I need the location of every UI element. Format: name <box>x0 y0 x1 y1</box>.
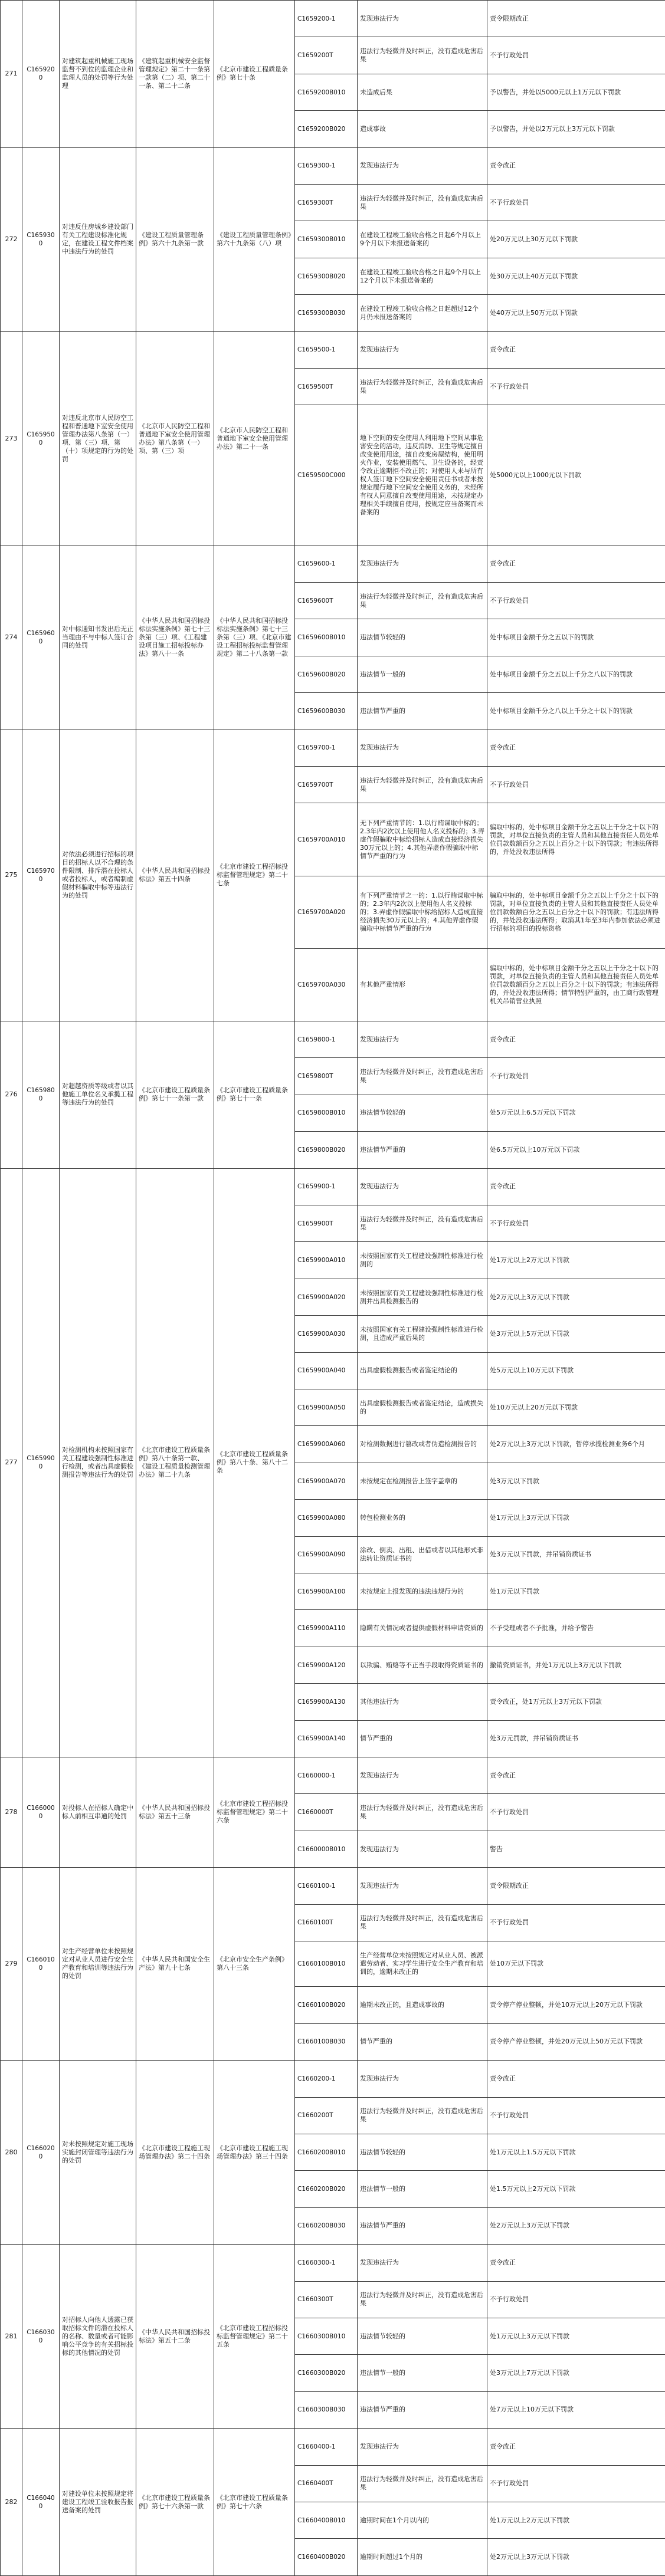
penalty-standard-cell: 责令改正 <box>487 1757 665 1794</box>
penalty-standard-cell: 责令改正 <box>487 1021 665 1057</box>
sub-code-cell: C1659300-1 <box>295 147 358 184</box>
table-row <box>1 2429 665 2465</box>
discretion-basis-cell: 《中华人民共和国招标投标法实施条例》第七十三条第（三）项、《北京市建设工程招标投标监督管理规定》第二十八条第一款 <box>214 546 295 730</box>
table-row <box>1 546 665 582</box>
penalty-standard-cell: 处10万元以上20万元以下罚款 <box>487 1389 665 1426</box>
item-code-cell: C1659300 <box>22 147 60 331</box>
circumstance-cell: 违法行为轻微并及时纠正，没有造成危害后果 <box>358 37 487 74</box>
sub-code-cell: C1659300T <box>295 185 358 221</box>
circumstance-cell: 违法情节严重的 <box>358 2207 487 2244</box>
discretion-basis-cell: 《北京市建设工程质量条例》第七十六条 <box>214 2429 295 2576</box>
table-row <box>1 1757 665 1794</box>
circumstance-cell: 违法情节一般的 <box>358 656 487 692</box>
item-code-cell: C1659200 <box>22 1 60 148</box>
sub-code-cell: C1659300B030 <box>295 295 358 331</box>
sub-code-cell: C1660300T <box>295 2281 358 2318</box>
sub-code-cell: C1660000B010 <box>295 1831 358 1867</box>
penalty-standard-cell: 予以警告，并处以5000元以上1万元以下罚款 <box>487 74 665 110</box>
item-name-cell: 对投标人在招标人确定中标人前相互串通的处罚 <box>60 1757 136 1868</box>
sub-code-cell: C1659900A110 <box>295 1610 358 1647</box>
penalty-standard-cell: 不予行政处罚 <box>487 2465 665 2502</box>
penalty-standard-cell: 责令改正 <box>487 546 665 582</box>
legal-basis-cell: 《中华人民共和国招标投标法》第五十四条 <box>136 730 214 1021</box>
item-name-cell: 对违反北京市人民防空工程和普通地下室安全使用管理办法第八条第（一）项、第（三）项、第（十）项规定的行为的处罚 <box>60 331 136 546</box>
penalty-standard-cell: 责令改正 <box>487 2429 665 2465</box>
sub-code-cell: C1659600B020 <box>295 656 358 692</box>
table-row <box>1 1168 665 1205</box>
item-name-cell: 对建设单位未按照规定将建设工程竣工验收报告报送备案的处罚 <box>60 2429 136 2576</box>
circumstance-cell: 有下列严重情节之一的：1.以行贿谋取中标的；2.3年内2次以上使用他人名义投标的；3.弄虚作假骗取中标给招标人造成直接经济损失30万元以上的；4.其他弄虚作假骗取中标情节严重的行为 <box>358 876 487 948</box>
discretion-basis-cell: 《建设工程质量管理条例》第六十九条第（八）项 <box>214 147 295 331</box>
sub-code-cell: C1659900A100 <box>295 1573 358 1610</box>
sub-code-cell: C1660200-1 <box>295 2061 358 2097</box>
sub-code-cell: C1659900A140 <box>295 1720 358 1757</box>
penalty-standard-cell: 处中标项目金额千分之八以上千分之十以下的罚款 <box>487 693 665 730</box>
sub-code-cell: C1659800T <box>295 1058 358 1095</box>
circumstance-cell: 未按照国家有关工程建设强制性标准进行检测，且造成严重后果的 <box>358 1316 487 1352</box>
penalty-standard-cell: 不予行政处罚 <box>487 185 665 221</box>
seq-cell: 277 <box>1 1168 22 1757</box>
sub-code-cell: C1659200B010 <box>295 74 358 110</box>
item-name-cell: 对中标通知书发出后无正当理由不与中标人签订合同的处罚 <box>60 546 136 730</box>
sub-code-cell: C1660100-1 <box>295 1868 358 1904</box>
circumstance-cell: 有其他严重情形 <box>358 948 487 1021</box>
circumstance-cell: 逾期时间在1个月以内的 <box>358 2502 487 2538</box>
circumstance-cell: 出具虚假检测报告或者鉴定结论，造成损失的 <box>358 1389 487 1426</box>
circumstance-cell: 违法情节较轻的 <box>358 1095 487 1131</box>
sub-code-cell: C1659900A020 <box>295 1279 358 1315</box>
circumstance-cell: 在建设工程竣工验收合格之日起9个月以上12个月以下未报送备案的 <box>358 258 487 294</box>
item-code-cell: C1660300 <box>22 2245 60 2429</box>
circumstance-cell: 出具虚假检测报告或者鉴定结论的 <box>358 1352 487 1389</box>
penalty-standard-cell: 不予行政处罚 <box>487 767 665 803</box>
penalty-standard-cell: 处1万元以上3万元以下罚款 <box>487 2318 665 2354</box>
table-row <box>1 147 665 184</box>
legal-basis-cell: 《中华人民共和国安全生产法》第九十七条 <box>136 1868 214 2061</box>
sub-code-cell: C1660400T <box>295 2465 358 2502</box>
legal-basis-cell: 《北京市建设工程施工现场管理办法》第二十四条 <box>136 2061 214 2245</box>
sub-code-cell: C1660100T <box>295 1904 358 1941</box>
circumstance-cell: 其他违法行为 <box>358 1684 487 1720</box>
circumstance-cell: 以欺骗、贿赂等不正当手段取得资质证书的 <box>358 1647 487 1683</box>
legal-basis-cell: 《中华人民共和国招标投标法实施条例》第七十三条第（三）项、《工程建设项目施工招标投标办法》第八十一条 <box>136 546 214 730</box>
item-code-cell: C1659800 <box>22 1021 60 1168</box>
item-name-cell: 对未按照规定对施工现场实施封闭管理等违法行为的处罚 <box>60 2061 136 2245</box>
table-row <box>1 1021 665 1057</box>
circumstance-cell: 违法情节较轻的 <box>358 2318 487 2354</box>
item-name-cell: 对依法必须进行招标的项目的招标人以不合理的条件限制、排斥潜在投标人或者投标人，或者编制虚假材料骗取中标等违法行为的处罚 <box>60 730 136 1021</box>
circumstance-cell: 违法行为轻微并及时纠正，没有造成危害后果 <box>358 1794 487 1831</box>
circumstance-cell: 违法行为轻微并及时纠正，没有造成危害后果 <box>358 2097 487 2134</box>
circumstance-cell: 违法行为轻微并及时纠正，没有造成危害后果 <box>358 1058 487 1095</box>
circumstance-cell: 在建设工程竣工验收合格之日起超过12个月仍未报送备案的 <box>358 295 487 331</box>
penalty-standard-cell: 责令改正 <box>487 2245 665 2281</box>
circumstance-cell: 未造成后果 <box>358 74 487 110</box>
discretion-basis-cell: 《北京市建设工程招标投标监督管理规定》第二十七条 <box>214 730 295 1021</box>
item-code-cell: C1660000 <box>22 1757 60 1868</box>
circumstance-cell: 未按规定在检测报告上签字盖章的 <box>358 1463 487 1499</box>
penalty-standard-cell: 不予行政处罚 <box>487 2281 665 2318</box>
seq-cell: 279 <box>1 1868 22 2061</box>
circumstance-cell: 发现违法行为 <box>358 331 487 368</box>
sub-code-cell: C1659600B010 <box>295 619 358 656</box>
penalty-standard-cell: 骗取中标的，处中标项目金额千分之五以上千分之十以下的罚款，对单位直接负责的主管人员和其他直接责任人员处单位罚款数额百分之五以上百分之十以下的罚款；有违法所得的，并处没收违法所得 <box>487 803 665 876</box>
sub-code-cell: C1660300B030 <box>295 2391 358 2428</box>
penalty-standard-cell: 处中标项目金额千分之五以上千分之八以下的罚款 <box>487 656 665 692</box>
sub-code-cell: C1659200T <box>295 37 358 74</box>
sub-code-cell: C1659200-1 <box>295 1 358 37</box>
circumstance-cell: 未按规定上报发现的违法违规行为的 <box>358 1573 487 1610</box>
circumstance-cell: 发现违法行为 <box>358 1757 487 1794</box>
table-row <box>1 2061 665 2097</box>
sub-code-cell: C1660100B030 <box>295 2023 358 2060</box>
discretion-basis-cell: 《北京市建设工程质量条例》第八十条、第八十二条 <box>214 1168 295 1757</box>
circumstance-cell: 违法行为轻微并及时纠正，没有造成危害后果 <box>358 1904 487 1941</box>
circumstance-cell: 地下空间的安全使用人利用地下空间从事危害安全的活动，违反消防、卫生等规定擅自改变使用用途，擅自改变房屋结构，使用明火作业，安装使用燃气、卫生设备的，经责令改正逾期拒不改正的；对使用人未与所有权人签订地下空间安全使用责任书或者未按规定履行地下空间安全使用义务的，未经所有权人同意擅自改变使用用途，未按规定办理相关手续擅自使用，按规定应当备案而未备案的 <box>358 405 487 546</box>
sub-code-cell: C1660200T <box>295 2097 358 2134</box>
legal-basis-cell: 《建设工程质量管理条例》第六十九条第一款 <box>136 147 214 331</box>
sub-code-cell: C1659700-1 <box>295 730 358 766</box>
sub-code-cell: C1659900A030 <box>295 1316 358 1352</box>
penalty-standard-cell: 责令改正 <box>487 2061 665 2097</box>
sub-code-cell: C1659900A070 <box>295 1463 358 1499</box>
item-code-cell: C1660100 <box>22 1868 60 2061</box>
circumstance-cell: 违法情节较轻的 <box>358 619 487 656</box>
sub-code-cell: C1659600T <box>295 583 358 619</box>
penalty-standard-cell: 处6.5万元以上10万元以下罚款 <box>487 1132 665 1168</box>
item-name-cell: 对违反住房城乡建设部门有关工程建设标准化规定，在建设工程文件档案中违法行为的处罚 <box>60 147 136 331</box>
item-name-cell: 对招标人向他人透露已获取招标文件的潜在投标人的名称、数量或者可能影响公平竞争的有关招标投标的其他情况的处罚 <box>60 2245 136 2429</box>
circumstance-cell: 造成事故 <box>358 111 487 147</box>
sub-code-cell: C1660300B010 <box>295 2318 358 2354</box>
circumstance-cell: 涂改、倒卖、出租、出借或者以其他形式非法转让资质证书的 <box>358 1536 487 1573</box>
item-name-cell: 对超越资质等级或者以其他施工单位名义承揽工程等违法行为的处罚 <box>60 1021 136 1168</box>
sub-code-cell: C1659900A120 <box>295 1647 358 1683</box>
sub-code-cell: C1659800-1 <box>295 1021 358 1057</box>
penalty-standard-cell: 不予行政处罚 <box>487 1058 665 1095</box>
penalty-standard-cell: 不予行政处罚 <box>487 369 665 405</box>
table-row <box>1 2245 665 2281</box>
item-code-cell: C1659500 <box>22 331 60 546</box>
sub-code-cell: C1659600B030 <box>295 693 358 730</box>
sub-code-cell: C1659700A020 <box>295 876 358 948</box>
circumstance-cell: 逾期时间超过1个月的 <box>358 2539 487 2576</box>
table-row <box>1 730 665 766</box>
seq-cell: 271 <box>1 1 22 148</box>
discretion-basis-cell: 《北京市建设工程施工现场管理办法》第三十四条 <box>214 2061 295 2245</box>
circumstance-cell: 违法行为轻微并及时纠正，没有造成危害后果 <box>358 369 487 405</box>
seq-cell: 276 <box>1 1021 22 1168</box>
item-code-cell: C1659900 <box>22 1168 60 1757</box>
penalty-standard-cell: 警告 <box>487 1831 665 1867</box>
item-code-cell: C1660400 <box>22 2429 60 2576</box>
circumstance-cell: 发现违法行为 <box>358 1021 487 1057</box>
table-row <box>1 331 665 368</box>
sub-code-cell: C1659900T <box>295 1205 358 1241</box>
discretion-basis-cell: 《北京市安全生产条例》第八十三条 <box>214 1868 295 2061</box>
item-name-cell: 对建筑起重机械施工现场监督不到位的监理企业和监理人员的处罚等行为处理 <box>60 1 136 148</box>
circumstance-cell: 违法行为轻微并及时纠正，没有造成危害后果 <box>358 1205 487 1241</box>
circumstance-cell: 情节严重的 <box>358 2023 487 2060</box>
sub-code-cell: C1660200B020 <box>295 2171 358 2207</box>
penalty-standard-cell: 处30万元以上40万元以下罚款 <box>487 258 665 294</box>
discretion-basis-cell: 《北京市人民防空工程和普通地下室安全使用管理办法》第二十一条 <box>214 331 295 546</box>
penalty-standard-cell: 处5万元以上10万元以下罚款 <box>487 1352 665 1389</box>
circumstance-cell: 违法行为轻微并及时纠正，没有造成危害后果 <box>358 185 487 221</box>
seq-cell: 272 <box>1 147 22 331</box>
sub-code-cell: C1659500-1 <box>295 331 358 368</box>
table-row <box>1 1868 665 1904</box>
penalty-standard-cell: 不予行政处罚 <box>487 37 665 74</box>
circumstance-cell: 未按照国家有关工程建设强制性标准进行检测的 <box>358 1242 487 1279</box>
seq-cell: 273 <box>1 331 22 546</box>
sub-code-cell: C1659300B020 <box>295 258 358 294</box>
circumstance-cell: 生产经营单位未按照规定对从业人员、被派遣劳动者、实习学生进行安全生产教育和培训的，逾期未改正的 <box>358 1941 487 1987</box>
legal-basis-cell: 《北京市建设工程质量条例》第七十一条第一款 <box>136 1021 214 1168</box>
penalty-standard-cell: 处3万元以下罚款，并吊销资质证书 <box>487 1536 665 1573</box>
legal-basis-cell: 《北京市建设工程质量条例》第七十六条第一款 <box>136 2429 214 2576</box>
sub-code-cell: C1660400B010 <box>295 2502 358 2538</box>
sub-code-cell: C1659800B010 <box>295 1095 358 1131</box>
penalty-standard-cell: 骗取中标的，处中标项目金额千分之五以上千分之十以下的罚款，对单位直接负责的主管人员和其他直接责任人员处单位罚款数额百分之五以上百分之十以下的罚款；有违法所得的，并处没收违法所得；取消其1年至3年内参加依法必须进行招标的项目的投标资格 <box>487 876 665 948</box>
circumstance-cell: 违法情节严重的 <box>358 693 487 730</box>
circumstance-cell: 发现违法行为 <box>358 1 487 37</box>
item-code-cell: C1659700 <box>22 730 60 1021</box>
penalty-standard-cell: 责令限期改正 <box>487 1868 665 1904</box>
legal-basis-cell: 《北京市人民防空工程和普通地下室安全使用管理办法》第八条第（一）项、第（三）项 <box>136 331 214 546</box>
sub-code-cell: C1659900-1 <box>295 1168 358 1205</box>
penalty-standard-cell: 处2万元以上3万元以下罚款，暂停承揽检测业务6个月 <box>487 1426 665 1463</box>
sub-code-cell: C1659500T <box>295 369 358 405</box>
penalty-standard-cell: 处1万元以上2万元以下罚款 <box>487 1242 665 1279</box>
seq-cell: 278 <box>1 1757 22 1868</box>
sub-code-cell: C1659300B010 <box>295 221 358 258</box>
circumstance-cell: 发现违法行为 <box>358 2245 487 2281</box>
penalty-standard-cell: 处3万元以上5万元以下罚款 <box>487 1316 665 1352</box>
penalty-standard-cell: 责令停产停业整顿，并处10万元以上20万元以下罚款 <box>487 1987 665 2023</box>
penalty-standard-cell: 不予行政处罚 <box>487 1904 665 1941</box>
circumstance-cell: 违法行为轻微并及时纠正，没有造成危害后果 <box>358 2281 487 2318</box>
circumstance-cell: 隐瞒有关情况或者提供虚假材料申请资质的 <box>358 1610 487 1647</box>
penalty-standard-cell: 不予行政处罚 <box>487 2097 665 2134</box>
penalty-standard-cell: 处2万元以上3万元以下罚款 <box>487 2539 665 2576</box>
circumstance-cell: 发现违法行为 <box>358 1168 487 1205</box>
sub-code-cell: C1660000T <box>295 1794 358 1831</box>
sub-code-cell: C1660200B030 <box>295 2207 358 2244</box>
penalty-standard-cell: 处1万元以上1.5万元以下罚款 <box>487 2134 665 2170</box>
circumstance-cell: 发现违法行为 <box>358 1831 487 1867</box>
circumstance-cell: 违法情节严重的 <box>358 2391 487 2428</box>
circumstance-cell: 发现违法行为 <box>358 1868 487 1904</box>
sub-code-cell: C1659700T <box>295 767 358 803</box>
circumstance-cell: 发现违法行为 <box>358 147 487 184</box>
penalty-standard-cell: 处10万元以下罚款 <box>487 1941 665 1987</box>
penalty-standard-cell: 撤销资质证书，并处1万元以上3万元以下罚款 <box>487 1647 665 1683</box>
legal-basis-cell: 《中华人民共和国招标投标法》第五十三条 <box>136 1757 214 1868</box>
penalty-standard-cell: 处1.5万元以上2万元以下罚款 <box>487 2171 665 2207</box>
table-row <box>1 1 665 37</box>
penalty-standard-cell: 不予行政处罚 <box>487 583 665 619</box>
sub-code-cell: C1659600-1 <box>295 546 358 582</box>
penalty-standard-cell: 处2万元以上3万元以下罚款 <box>487 2207 665 2244</box>
item-name-cell: 对检测机构未按照国家有关工程建设强制性标准进行检测，或者出具虚假检测报告等违法行为的处罚 <box>60 1168 136 1757</box>
penalty-standard-cell: 责令改正 <box>487 1168 665 1205</box>
sub-code-cell: C1660300B020 <box>295 2355 358 2391</box>
sub-code-cell: C1659900A050 <box>295 1389 358 1426</box>
penalty-standard-cell: 处1万元以上2万元以下罚款 <box>487 2502 665 2538</box>
penalty-standard-cell: 处40万元以上50万元以下罚款 <box>487 295 665 331</box>
circumstance-cell: 未按照国家有关工程建设强制性标准进行检测并出具检测报告的 <box>358 1279 487 1315</box>
seq-cell: 281 <box>1 2245 22 2429</box>
circumstance-cell: 违法行为轻微并及时纠正，没有造成危害后果 <box>358 583 487 619</box>
circumstance-cell: 违法情节一般的 <box>358 2355 487 2391</box>
circumstance-cell: 逾期未改正的，且造成事故的 <box>358 1987 487 2023</box>
seq-cell: 274 <box>1 546 22 730</box>
penalty-standard-cell: 处20万元以上30万元以下罚款 <box>487 221 665 258</box>
sub-code-cell: C1660200B010 <box>295 2134 358 2170</box>
item-name-cell: 对生产经营单位未按照规定对从业人员进行安全生产教育和培训等违法行为的处罚 <box>60 1868 136 2061</box>
sub-code-cell: C1660400-1 <box>295 2429 358 2465</box>
circumstance-cell: 对检测数据进行篡改或者伪造检测报告的 <box>358 1426 487 1463</box>
circumstance-cell: 发现违法行为 <box>358 730 487 766</box>
circumstance-cell: 违法情节较轻的 <box>358 2134 487 2170</box>
legal-basis-cell: 《北京市建设工程质量条例》第八十条第一款、《建设工程质量检测管理办法》第二十九条 <box>136 1168 214 1757</box>
penalty-standard-cell: 责令改正 <box>487 730 665 766</box>
discretion-basis-cell: 《北京市建设工程质量条例》第七十条 <box>214 1 295 148</box>
sub-code-cell: C1659700A010 <box>295 803 358 876</box>
sub-code-cell: C1659900A130 <box>295 1684 358 1720</box>
penalty-standard-cell: 责令改正 <box>487 147 665 184</box>
sub-code-cell: C1659800B020 <box>295 1132 358 1168</box>
penalty-standard-cell: 责令改正 <box>487 331 665 368</box>
penalty-standard-cell: 责令停产停业整顿，并处20万元以上50万元以下罚款 <box>487 2023 665 2060</box>
circumstance-cell: 发现违法行为 <box>358 2061 487 2097</box>
sub-code-cell: C1660100B010 <box>295 1941 358 1987</box>
penalty-standard-cell: 处2万元以上3万元以下罚款 <box>487 1279 665 1315</box>
discretion-basis-cell: 《北京市建设工程质量条例》第七十一条 <box>214 1021 295 1168</box>
circumstance-cell: 情节严重的 <box>358 1720 487 1757</box>
item-code-cell: C1659600 <box>22 546 60 730</box>
circumstance-cell: 违法情节一般的 <box>358 2171 487 2207</box>
sub-code-cell: C1659900A090 <box>295 1536 358 1573</box>
legal-basis-cell: 《中华人民共和国招标投标法》第五十二条 <box>136 2245 214 2429</box>
discretion-basis-cell: 《北京市建设工程招标投标监督管理规定》第二十六条 <box>214 1757 295 1868</box>
sub-code-cell: C1660400B020 <box>295 2539 358 2576</box>
sub-code-cell: C1659900A080 <box>295 1500 358 1536</box>
sub-code-cell: C1659900A040 <box>295 1352 358 1389</box>
penalty-standard-cell: 处1万元以上3万元以下罚款 <box>487 1500 665 1536</box>
sub-code-cell: C1660000-1 <box>295 1757 358 1794</box>
penalty-standard-cell: 处3万元罚款，并吊销资质证书 <box>487 1720 665 1757</box>
penalty-standard-cell: 不予行政处罚 <box>487 1205 665 1241</box>
legal-basis-cell: 《建筑起重机械安全监督管理规定》第二十一条第一款第（二）项、第二十一条、第二十二条 <box>136 1 214 148</box>
circumstance-cell: 发现违法行为 <box>358 2429 487 2465</box>
sub-code-cell: C1659900A010 <box>295 1242 358 1279</box>
sub-code-cell: C1659200B020 <box>295 111 358 147</box>
penalty-standard-cell: 处3万元以上7万元以下罚款 <box>487 2355 665 2391</box>
seq-cell: 275 <box>1 730 22 1021</box>
penalty-standard-cell: 处5万元以上6.5万元以下罚款 <box>487 1095 665 1131</box>
sub-code-cell: C1659700A030 <box>295 948 358 1021</box>
circumstance-cell: 发现违法行为 <box>358 546 487 582</box>
circumstance-cell: 无下列严重情节的：1.以行贿谋取中标的；2.3年内2次以上使用他人名义投标的；3.弄虚作假骗取中标给招标人造成直接经济损失30万元以上的；4.其他弄虚作假骗取中标情节严重的行为 <box>358 803 487 876</box>
circumstance-cell: 转包检测业务的 <box>358 1500 487 1536</box>
circumstance-cell: 在建设工程竣工验收合格之日起6个月以上9个月以下未报送备案的 <box>358 221 487 258</box>
penalty-standard-cell: 责令限期改正 <box>487 1 665 37</box>
sub-code-cell: C1659500C000 <box>295 405 358 546</box>
table-body <box>1 1 665 2576</box>
penalty-standard-cell: 处7万元以上10万元以下罚款 <box>487 2391 665 2428</box>
penalty-standard-cell: 处3万元以下罚款 <box>487 1463 665 1499</box>
sub-code-cell: C1660100B020 <box>295 1987 358 2023</box>
seq-cell: 282 <box>1 2429 22 2576</box>
sub-code-cell: C1660300-1 <box>295 2245 358 2281</box>
penalty-standard-cell: 处5000元以上1000元以下罚款 <box>487 405 665 546</box>
penalty-standard-cell: 骗取中标的，处中标项目金额千分之五以上千分之十以下的罚款，对单位直接负责的主管人员和其他直接责任人员处单位罚款数额百分之五以上百分之十以下的罚款；有违法所得的，并处没收违法所得；情节特别严重的，由工商行政管理机关吊销营业执照 <box>487 948 665 1021</box>
item-code-cell: C1660200 <box>22 2061 60 2245</box>
sub-code-cell: C1659900A060 <box>295 1426 358 1463</box>
penalty-standard-cell: 处1万元以下罚款 <box>487 1573 665 1610</box>
seq-cell: 280 <box>1 2061 22 2245</box>
penalty-standard-cell: 予以警告，并处以2万元以上3万元以下罚款 <box>487 111 665 147</box>
penalty-standard-cell: 责令改正，处1万元以上3万元以下罚款 <box>487 1684 665 1720</box>
circumstance-cell: 违法行为轻微并及时纠正，没有造成危害后果 <box>358 2465 487 2502</box>
penalty-standard-cell: 不予受理或者不予批准，并给予警告 <box>487 1610 665 1647</box>
discretion-basis-cell: 《北京市建设工程招标投标监督管理规定》第二十五条 <box>214 2245 295 2429</box>
penalty-standard-cell: 不予行政处罚 <box>487 1794 665 1831</box>
circumstance-cell: 违法行为轻微并及时纠正，没有造成危害后果 <box>358 767 487 803</box>
penalty-standard-cell: 处中标项目金额千分之五以下的罚款 <box>487 619 665 656</box>
circumstance-cell: 违法情节严重的 <box>358 1132 487 1168</box>
